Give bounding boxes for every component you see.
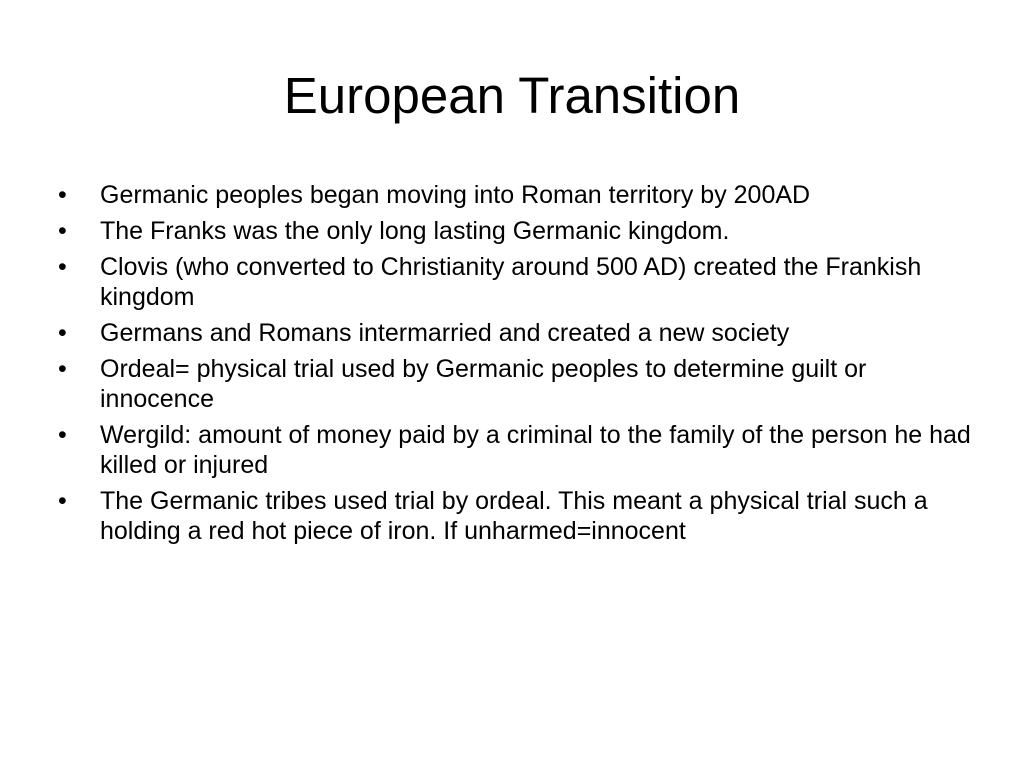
bullet-item [58,252,978,312]
slide-title: European Transition [283,67,741,124]
bullet-item [58,420,978,480]
bullet-item [58,318,978,348]
bullet-text: The Germanic tribes used trial by ordeal. This meant a physical trial such a holding a red hot piece of iron. If unharmed=innocent [100,487,928,545]
bullet-text: Ordeal= physical trial used by Germanic peoples to determine guilt or innocence [100,355,867,413]
bullet-item [58,486,978,546]
bullet-item [58,354,978,414]
bullet-icon: • [58,487,67,515]
bullet-text: Wergild: amount of money paid by a criminal to the family of the person he had killed or injured [100,421,971,479]
bullet-icon: • [58,217,67,245]
bullet-text: Germans and Romans intermarried and created a new society [100,319,790,347]
bullet-text: Germanic peoples began moving into Roman territory by 200AD [100,181,811,209]
bullet-text: Clovis (who converted to Christianity around 500 AD) created the Frankish kingdom [100,253,922,311]
bullet-list [58,180,978,552]
bullet-item [58,216,978,246]
bullet-icon: • [58,355,67,383]
bullet-icon: • [58,421,67,449]
bullet-icon: • [58,253,67,281]
bullet-text: The Franks was the only long lasting Germanic kingdom. [100,217,730,245]
bullet-item [58,180,978,210]
bullet-icon: • [58,319,67,347]
bullet-icon: • [58,181,67,209]
